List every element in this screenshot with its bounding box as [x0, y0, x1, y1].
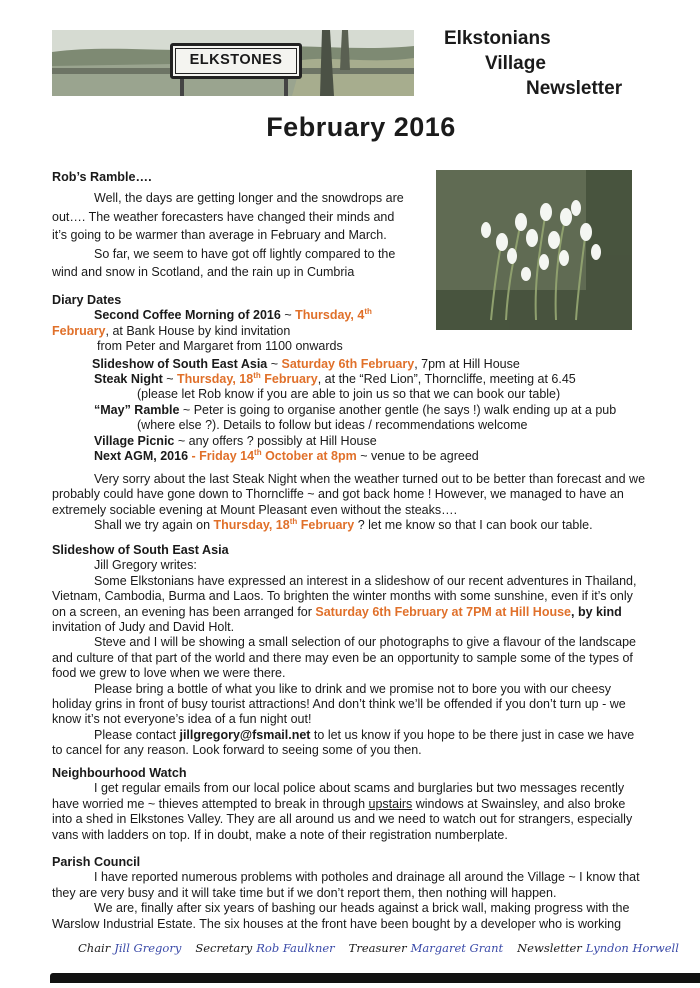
contact-email-link[interactable]: jillgregory@fsmail.net [179, 727, 311, 742]
title-line-3: Newsletter [526, 78, 623, 99]
diary-item-steak: Steak Night ~ Thursday, 18th February, at the “Red Lion”, Thorncliffe, meeting at 6.45 [94, 371, 576, 387]
diary-item-slideshow: Slideshow of South East Asia ~ Saturday 6th February, 7pm at Hill House [92, 356, 520, 371]
watch-text: have worried me ~ thieves attempted to break in through upstairs windows at Swainsley, and also broke [52, 796, 626, 811]
ramble-text: wind and snow in Scotland, and the rain up in Cumbria [52, 265, 355, 280]
committee-footer [78, 941, 693, 956]
newsletter-editor-name: Lyndon Horwell [585, 941, 679, 955]
slideshow-text: Vietnam, Cambodia, Burma and Laos. To brighten the winter months with some sunshine, even if it’s only [52, 589, 633, 604]
slideshow-text: Please bring a bottle of what you like to drink and we promise not to bore you with our cheesy [94, 681, 611, 696]
diary-item-picnic: Village Picnic ~ any offers ? possibly at Hill House [94, 433, 377, 448]
robs-ramble-section [52, 170, 422, 280]
slideshow-text: to cancel for any reason. Look forward to seeing some of you then. [52, 743, 422, 758]
chair-label: Chair [78, 941, 111, 955]
steak-text: Very sorry about the last Steak Night when the weather turned out to be better than forecast and we [94, 472, 646, 486]
village-sign-photo [52, 30, 414, 96]
council-text: they are very busy and it will take time but if we don’t report them, then nothing will happen. [52, 885, 557, 900]
title-line-2: Village [485, 53, 546, 74]
steak-night-paragraph [52, 472, 672, 534]
title-line-1: Elkstonians [444, 28, 551, 49]
slideshow-text: Please contact jillgregory@fsmail.net to let us know if you hope to be there just in case we have [94, 727, 635, 742]
watch-text: into a shed in Elkstones Valley. They are all around us and we need to watch out for strangers, especially [52, 812, 633, 827]
neighbourhood-watch-section [52, 766, 672, 843]
slideshow-text: invitation of Judy and David Holt. [52, 620, 235, 635]
slideshow-text: know it’s not everyone’s idea of a fun night out! [52, 712, 312, 727]
diary-item-agm: Next AGM, 2016 - Friday 14th October at 8pm ~ venue to be agreed [94, 448, 479, 464]
slideshow-text: food we grew to love when we were there. [52, 666, 286, 681]
slideshow-text: on a screen, an evening has been arranged for Saturday 6th February at 7PM at Hill House, by kind [52, 604, 622, 619]
slideshow-text: Some Elkstonians have expressed an interest in a slideshow of our recent adventures in Thailand, [94, 573, 637, 588]
diary-item-coffee: Second Coffee Morning of 2016 ~ Thursday, 4th [94, 307, 372, 323]
slideshow-text: Steve and I will be showing a small selection of our photographs to give a flavour of the landscape [94, 635, 636, 650]
robs-ramble-heading: Rob’s Ramble…. [52, 170, 152, 184]
council-text: I have reported numerous problems with potholes and drainage all around the Village ~ I know that [94, 870, 640, 885]
secretary-label: Secretary [195, 941, 253, 955]
chair-name: Jill Gregory [114, 941, 182, 955]
diary-dates-heading: Diary Dates [52, 293, 122, 307]
newsletter-label: Newsletter [517, 941, 582, 955]
watch-text: vans with ladders on top. If in doubt, make a note of their registration numberplate. [52, 827, 508, 842]
steak-text: Shall we try again on Thursday, 18th February ? let me know so that I can book our table. [94, 517, 593, 533]
council-text: We are, finally after six years of bashing our heads against a brick wall, making progress with the [94, 901, 630, 916]
watch-text: I get regular emails from our local police about scams and burglaries but two messages recently [94, 781, 625, 796]
diary-item-may-ramble: “May” Ramble ~ Peter is going to organise another gentle (he says !) walk ending up at a pub [94, 402, 617, 417]
ramble-text: it’s going to be warmer than average in February and March. [52, 228, 387, 243]
parish-council-heading: Parish Council [52, 855, 141, 869]
page-bottom-rule [50, 973, 700, 983]
slideshow-text: and culture of that part of the world and there may even be an opportunity to sample some of the types of [52, 650, 633, 665]
slideshow-text: Jill Gregory writes: [94, 558, 197, 573]
ramble-text: out…. The weather forecasters have changed their minds and [52, 209, 395, 224]
ramble-text: Well, the days are getting longer and the snowdrops are [94, 191, 404, 206]
diary-item-coffee-detail: from Peter and Margaret from 1100 onwards [97, 339, 343, 354]
secretary-name: Rob Faulkner [256, 941, 335, 955]
slideshow-section [52, 543, 672, 759]
parish-council-section [52, 855, 672, 932]
diary-dates-section [52, 293, 664, 464]
diary-item-coffee-cont: February, at Bank House by kind invitation [52, 323, 291, 338]
steak-text: extremely sociable evening at Mount Pleasant even without the steaks…. [52, 502, 458, 517]
slideshow-heading: Slideshow of South East Asia [52, 543, 229, 557]
diary-item-steak-note: (please let Rob know if you are able to join us so that we can book our table) [137, 387, 561, 402]
issue-month: February 2016 [266, 112, 456, 142]
newsletter-title [440, 26, 680, 101]
ramble-text: So far, we seem to have got off lightly compared to the [94, 246, 396, 261]
slideshow-text: holiday grins in front of busy tourist attractions! And don’t think we’ll be offended if you don’t turn up - we [52, 697, 626, 712]
treasurer-label: Treasurer [348, 941, 407, 955]
neighbourhood-watch-heading: Neighbourhood Watch [52, 766, 187, 780]
village-sign: ELKSTONES [170, 43, 302, 79]
treasurer-name: Margaret Grant [410, 941, 504, 955]
diary-item-may-note: (where else ?). Details to follow but ideas / recommendations welcome [137, 418, 528, 433]
steak-text: probably could have gone down to Thorncliffe ~ and got back home ! However, we managed to have an [52, 487, 624, 502]
council-text: Warslow Industrial Estate. The six houses at the front have been bought by a developer who is working [52, 916, 622, 931]
